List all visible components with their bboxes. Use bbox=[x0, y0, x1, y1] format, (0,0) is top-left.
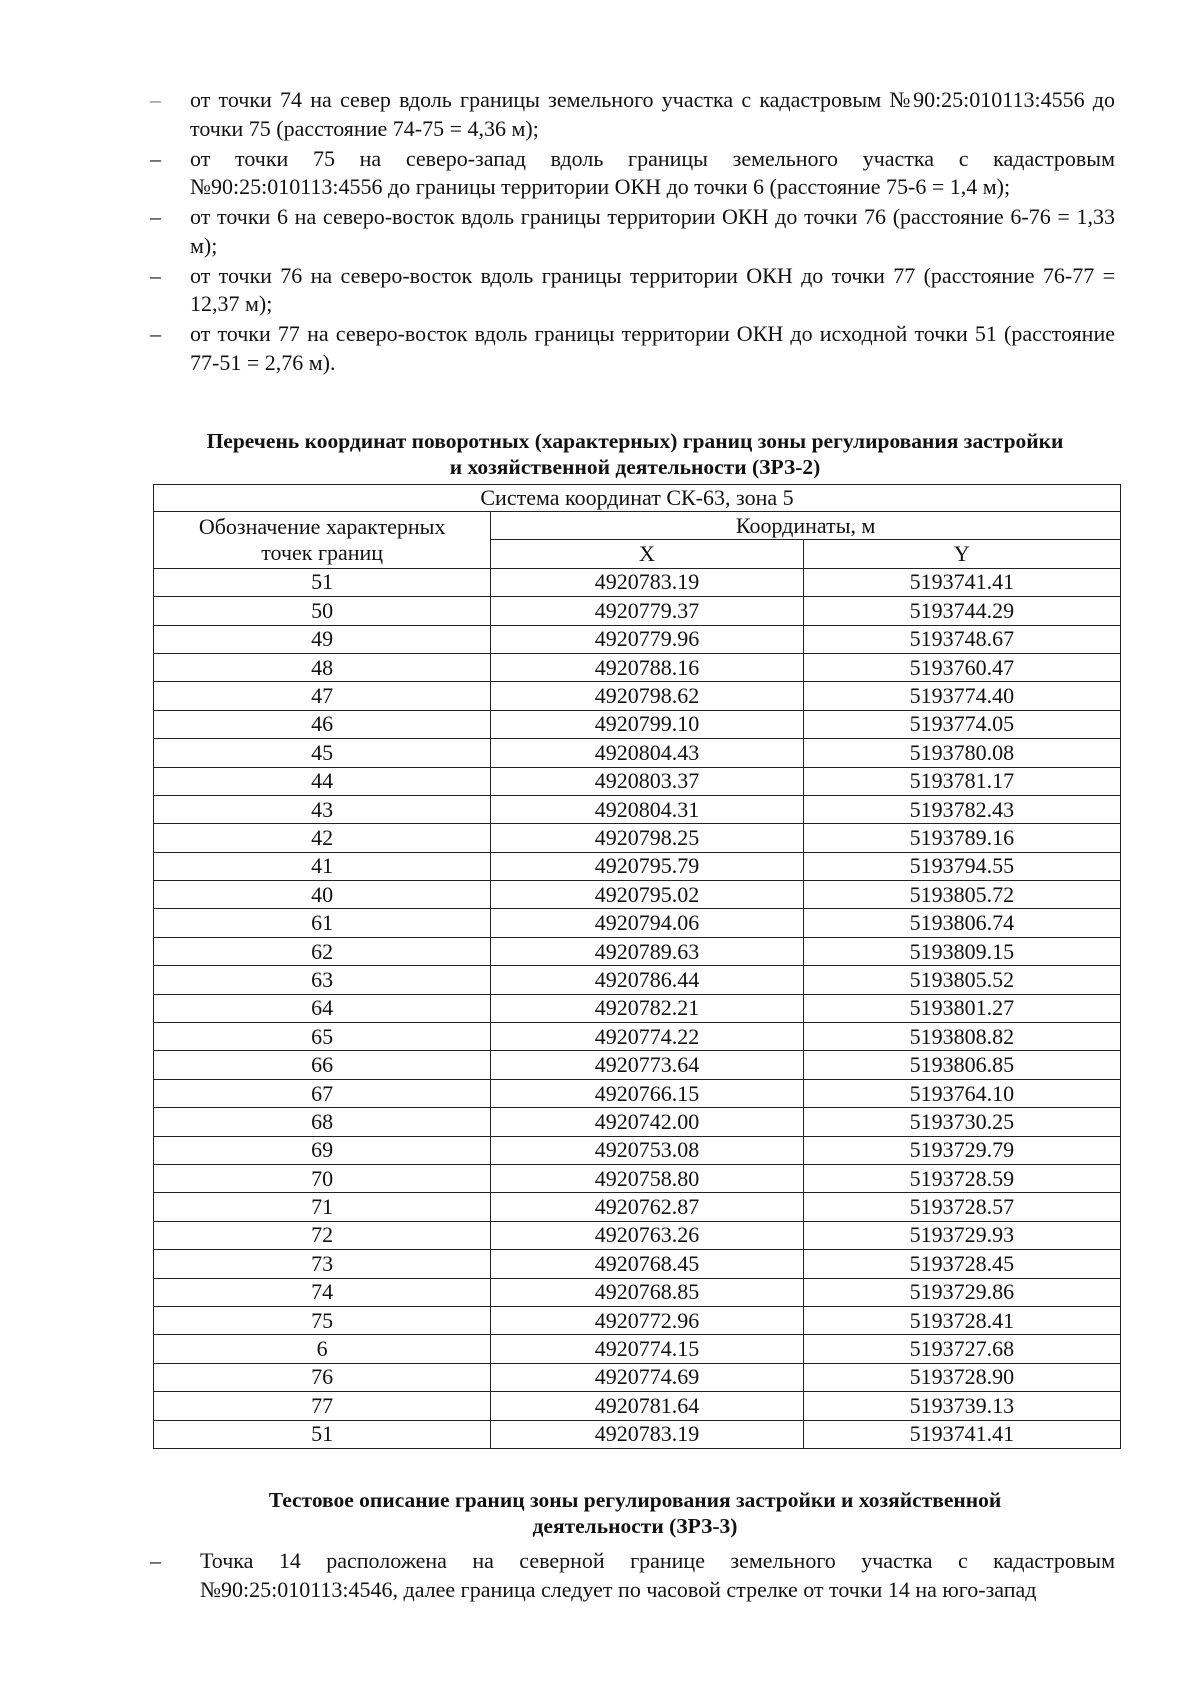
table-header-row bbox=[154, 512, 1121, 540]
y-coordinate-cell: 5193780.08 bbox=[803, 739, 1120, 767]
y-coordinate-cell: 5193805.72 bbox=[803, 881, 1120, 909]
table-row bbox=[154, 767, 1121, 795]
table-row bbox=[154, 1363, 1121, 1391]
point-cell: 75 bbox=[154, 1306, 491, 1334]
y-coordinate-cell: 5193748.67 bbox=[803, 625, 1120, 653]
dash-bullet-icon: – bbox=[150, 204, 161, 229]
x-coordinate-cell: 4920742.00 bbox=[491, 1108, 803, 1136]
x-coordinate-cell: 4920762.87 bbox=[491, 1193, 803, 1221]
heading-line: деятельности (ЗРЗ-3) bbox=[532, 1514, 738, 1538]
x-coordinate-cell: 4920774.22 bbox=[491, 1023, 803, 1051]
table-row bbox=[154, 1392, 1121, 1420]
table-row bbox=[154, 881, 1121, 909]
list-item-text: Точка 14 расположена на северной границе земельного участка с кадастровым №90:25:010113:4546, далее граница следует по часовой стрелке от точки 14 на юго-запад bbox=[200, 1548, 1115, 1602]
point-cell: 65 bbox=[154, 1023, 491, 1051]
y-coordinate-cell: 5193794.55 bbox=[803, 852, 1120, 880]
x-coordinate-cell: 4920804.31 bbox=[491, 795, 803, 823]
x-coordinate-cell: 4920758.80 bbox=[491, 1164, 803, 1192]
x-coordinate-cell: 4920774.69 bbox=[491, 1363, 803, 1391]
table-row bbox=[154, 1420, 1121, 1448]
x-coordinate-cell: 4920763.26 bbox=[491, 1221, 803, 1249]
header-line: точек границ bbox=[261, 539, 384, 565]
y-coordinate-cell: 5193729.86 bbox=[803, 1278, 1120, 1306]
table-row bbox=[154, 739, 1121, 767]
table-row bbox=[154, 1164, 1121, 1192]
x-coordinate-cell: 4920766.15 bbox=[491, 1079, 803, 1107]
x-coordinate-cell: 4920768.85 bbox=[491, 1278, 803, 1306]
table-row bbox=[154, 1335, 1121, 1363]
x-coordinate-cell: 4920789.63 bbox=[491, 937, 803, 965]
point-cell: 44 bbox=[154, 767, 491, 795]
table-row bbox=[154, 625, 1121, 653]
dash-bullet-icon: – bbox=[150, 262, 161, 288]
y-coordinate-cell: 5193760.47 bbox=[803, 653, 1120, 681]
list-item bbox=[150, 262, 1115, 319]
x-coordinate-cell: 4920781.64 bbox=[491, 1392, 803, 1420]
y-coordinate-cell: 5193728.59 bbox=[803, 1164, 1120, 1192]
y-coordinate-cell: 5193782.43 bbox=[803, 795, 1120, 823]
point-cell: 73 bbox=[154, 1250, 491, 1278]
y-coordinate-cell: 5193806.85 bbox=[803, 1051, 1120, 1079]
point-cell: 67 bbox=[154, 1079, 491, 1107]
table-row bbox=[154, 568, 1121, 596]
point-cell: 46 bbox=[154, 710, 491, 738]
y-coordinate-cell: 5193728.90 bbox=[803, 1363, 1120, 1391]
point-cell: 62 bbox=[154, 937, 491, 965]
table-row bbox=[154, 824, 1121, 852]
point-cell: 64 bbox=[154, 994, 491, 1022]
point-cell: 71 bbox=[154, 1193, 491, 1221]
y-coordinate-cell: 5193727.68 bbox=[803, 1335, 1120, 1363]
point-cell: 50 bbox=[154, 597, 491, 625]
y-coordinate-cell: 5193728.41 bbox=[803, 1306, 1120, 1334]
x-coordinate-cell: 4920788.16 bbox=[491, 653, 803, 681]
point-cell: 48 bbox=[154, 653, 491, 681]
point-cell: 61 bbox=[154, 909, 491, 937]
point-cell: 72 bbox=[154, 1221, 491, 1249]
x-coordinate-cell: 4920794.06 bbox=[491, 909, 803, 937]
coordinates-table bbox=[153, 484, 1121, 1449]
table-row bbox=[154, 710, 1121, 738]
y-coordinate-cell: 5193809.15 bbox=[803, 937, 1120, 965]
point-cell: 51 bbox=[154, 568, 491, 596]
table-row bbox=[154, 1136, 1121, 1164]
list-item bbox=[150, 145, 1115, 202]
y-coordinate-cell: 5193805.52 bbox=[803, 966, 1120, 994]
x-column-header: X bbox=[491, 540, 803, 568]
y-coordinate-cell: 5193808.82 bbox=[803, 1023, 1120, 1051]
list-item-text: от точки 74 на север вдоль границы земельного участка с кадастровым №90:25:010113:4556 до точки 75 (расстояние 74-75 = 4,36 м); bbox=[190, 87, 1115, 141]
table-row bbox=[154, 1079, 1121, 1107]
heading-line: Тестовое описание границ зоны регулирования застройки и хозяйственной bbox=[268, 1488, 1002, 1512]
table-row bbox=[154, 1108, 1121, 1136]
table-row bbox=[154, 852, 1121, 880]
table-row bbox=[154, 682, 1121, 710]
y-coordinate-cell: 5193729.93 bbox=[803, 1221, 1120, 1249]
point-cell: 45 bbox=[154, 739, 491, 767]
list-item-text: от точки 6 на северо-восток вдоль границы территории ОКН до точки 76 (расстояние 6-76 = 1,33 м); bbox=[190, 204, 1115, 258]
table-row bbox=[154, 1221, 1121, 1249]
x-coordinate-cell: 4920795.79 bbox=[491, 852, 803, 880]
table-row bbox=[154, 1193, 1121, 1221]
point-cell: 76 bbox=[154, 1363, 491, 1391]
table-row bbox=[154, 795, 1121, 823]
y-coordinate-cell: 5193774.05 bbox=[803, 710, 1120, 738]
point-cell: 77 bbox=[154, 1392, 491, 1420]
table-row bbox=[154, 994, 1121, 1022]
point-cell: 47 bbox=[154, 682, 491, 710]
table-row bbox=[154, 1278, 1121, 1306]
dash-bullet-icon: – bbox=[150, 1548, 161, 1573]
point-cell: 41 bbox=[154, 852, 491, 880]
list-item-text: от точки 76 на северо-восток вдоль границы территории ОКН до точки 77 (расстояние 76-77 = 12,37 м); bbox=[190, 262, 1115, 316]
point-cell: 63 bbox=[154, 966, 491, 994]
table-row bbox=[154, 1250, 1121, 1278]
table-section-heading bbox=[150, 428, 1120, 480]
next-section-heading bbox=[195, 1487, 1075, 1539]
y-coordinate-cell: 5193729.79 bbox=[803, 1136, 1120, 1164]
x-coordinate-cell: 4920779.96 bbox=[491, 625, 803, 653]
y-coordinate-cell: 5193764.10 bbox=[803, 1079, 1120, 1107]
point-cell: 42 bbox=[154, 824, 491, 852]
list-item-text: от точки 77 на северо-восток вдоль границы территории ОКН до исходной точки 51 (расстояние 77-51 = 2,76 м). bbox=[190, 321, 1115, 375]
table-row bbox=[154, 966, 1121, 994]
heading-line: Перечень координат поворотных (характерных) границ зоны регулирования застройки bbox=[206, 429, 1064, 453]
header-line: Обозначение характерных bbox=[198, 513, 446, 539]
boundary-description-list bbox=[150, 86, 1115, 379]
point-cell: 66 bbox=[154, 1051, 491, 1079]
coordinate-system-header: Система координат СК-63, зона 5 bbox=[154, 485, 1121, 512]
point-cell: 49 bbox=[154, 625, 491, 653]
x-coordinate-cell: 4920782.21 bbox=[491, 994, 803, 1022]
y-coordinate-cell: 5193728.57 bbox=[803, 1193, 1120, 1221]
list-item bbox=[150, 320, 1115, 377]
y-coordinate-cell: 5193781.17 bbox=[803, 767, 1120, 795]
x-coordinate-cell: 4920773.64 bbox=[491, 1051, 803, 1079]
x-coordinate-cell: 4920804.43 bbox=[491, 739, 803, 767]
x-coordinate-cell: 4920753.08 bbox=[491, 1136, 803, 1164]
point-cell: 6 bbox=[154, 1335, 491, 1363]
next-section-list bbox=[150, 1547, 1115, 1606]
x-coordinate-cell: 4920772.96 bbox=[491, 1306, 803, 1334]
point-column-header bbox=[154, 512, 491, 569]
x-coordinate-cell: 4920795.02 bbox=[491, 881, 803, 909]
heading-line: и хозяйственной деятельности (ЗРЗ-2) bbox=[449, 455, 821, 479]
dash-bullet-icon: – bbox=[150, 87, 161, 112]
point-cell: 51 bbox=[154, 1420, 491, 1448]
x-coordinate-cell: 4920783.19 bbox=[491, 1420, 803, 1448]
point-cell: 70 bbox=[154, 1164, 491, 1192]
coordinates-header: Координаты, м bbox=[491, 512, 1121, 540]
y-coordinate-cell: 5193744.29 bbox=[803, 597, 1120, 625]
x-coordinate-cell: 4920798.25 bbox=[491, 824, 803, 852]
list-item bbox=[150, 203, 1115, 260]
x-coordinate-cell: 4920803.37 bbox=[491, 767, 803, 795]
y-coordinate-cell: 5193739.13 bbox=[803, 1392, 1120, 1420]
point-cell: 68 bbox=[154, 1108, 491, 1136]
list-item-text: от точки 75 на северо-запад вдоль границы земельного участка с кадастровым №90:25:010113:4556 до границы территории ОКН до точки 6 (расстояние 75-6 = 1,4 м); bbox=[190, 145, 1115, 199]
y-coordinate-cell: 5193741.41 bbox=[803, 568, 1120, 596]
table-row bbox=[154, 909, 1121, 937]
point-cell: 40 bbox=[154, 881, 491, 909]
x-coordinate-cell: 4920774.15 bbox=[491, 1335, 803, 1363]
y-coordinate-cell: 5193730.25 bbox=[803, 1108, 1120, 1136]
x-coordinate-cell: 4920786.44 bbox=[491, 966, 803, 994]
x-coordinate-cell: 4920768.45 bbox=[491, 1250, 803, 1278]
x-coordinate-cell: 4920798.62 bbox=[491, 682, 803, 710]
table-row bbox=[154, 653, 1121, 681]
table-row bbox=[154, 597, 1121, 625]
y-coordinate-cell: 5193741.41 bbox=[803, 1420, 1120, 1448]
y-coordinate-cell: 5193806.74 bbox=[803, 909, 1120, 937]
y-coordinate-cell: 5193789.16 bbox=[803, 824, 1120, 852]
table-row bbox=[154, 937, 1121, 965]
x-coordinate-cell: 4920783.19 bbox=[491, 568, 803, 596]
y-coordinate-cell: 5193774.40 bbox=[803, 682, 1120, 710]
dash-bullet-icon: – bbox=[150, 145, 161, 171]
x-coordinate-cell: 4920799.10 bbox=[491, 710, 803, 738]
list-item bbox=[150, 1547, 1115, 1604]
point-cell: 74 bbox=[154, 1278, 491, 1306]
x-coordinate-cell: 4920779.37 bbox=[491, 597, 803, 625]
table-header-row bbox=[154, 485, 1121, 512]
table-body bbox=[154, 568, 1121, 1448]
dash-bullet-icon: – bbox=[150, 321, 161, 346]
list-item bbox=[150, 86, 1115, 143]
table-row bbox=[154, 1051, 1121, 1079]
y-column-header: Y bbox=[803, 540, 1120, 568]
table-row bbox=[154, 1306, 1121, 1334]
table-row bbox=[154, 1023, 1121, 1051]
point-cell: 43 bbox=[154, 795, 491, 823]
y-coordinate-cell: 5193728.45 bbox=[803, 1250, 1120, 1278]
point-cell: 69 bbox=[154, 1136, 491, 1164]
y-coordinate-cell: 5193801.27 bbox=[803, 994, 1120, 1022]
